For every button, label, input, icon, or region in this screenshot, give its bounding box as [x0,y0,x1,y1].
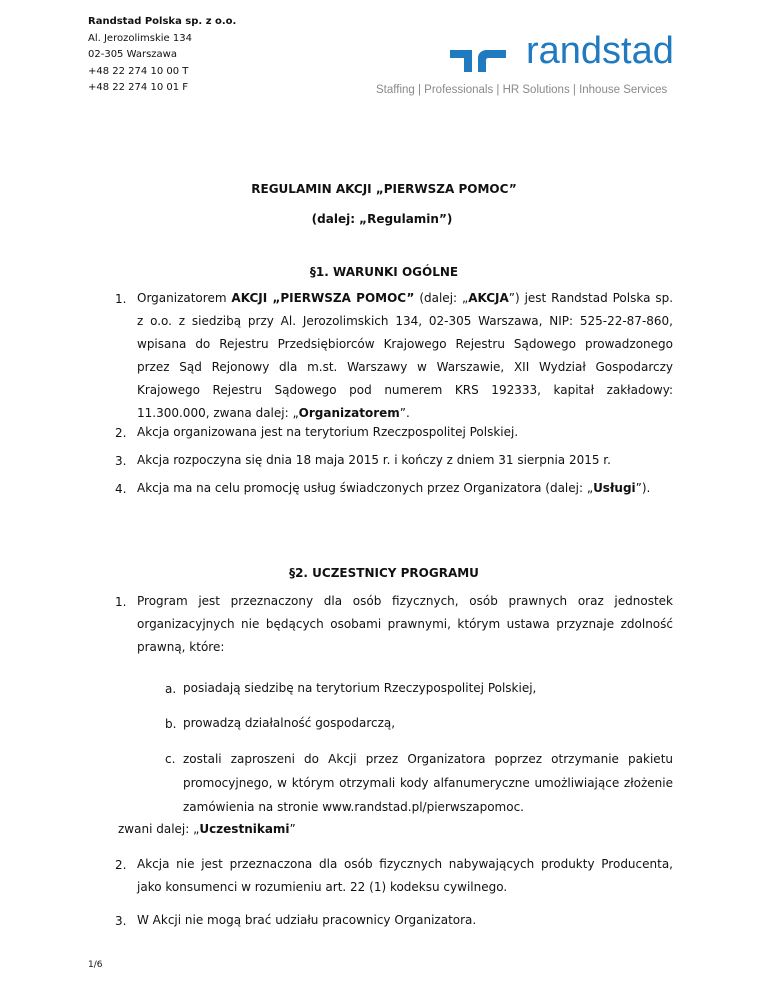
s1-item3-text: Akcja rozpoczyna się dnia 18 maja 2015 r. i kończy z dniem 31 sierpnia 2015 r. [137,453,611,467]
document-subtitle: (dalej: „Regulamin”) [311,212,453,226]
s2-sub-c-number: c. [165,752,176,766]
s1-item4-number: 4. [115,482,127,496]
s2-sub-a-number: a. [165,682,177,696]
company-phone: +48 22 274 10 00 T [88,65,189,77]
company-city: 02-305 Warszawa [88,49,177,60]
s2-item3-number: 3. [115,914,127,928]
akcja-short: AKCJA [468,291,509,305]
uczestnikami-term: Uczestnikami [199,822,290,836]
s2-sub-a-text: posiadają siedzibę na terytorium Rzeczypospolitej Polskiej, [183,681,537,695]
s1-item2-text: Akcja organizowana jest na terytorium Rzeczpospolitej Polskiej. [137,425,519,439]
s2-item2-number: 2. [115,858,127,872]
logo-text: randstad [526,30,674,72]
s2-item3-text: W Akcji nie mogą brać udziału pracownicy Organizatora. [137,913,477,927]
company-address [88,14,236,97]
logo-tagline: Staffing | Professionals | HR Solutions | Inhouse Services [376,84,668,96]
s1-item1-number: 1. [115,292,127,306]
s2-zwani-line: zwani dalej: „Uczestnikami” [118,822,296,836]
randstad-mark-icon [448,44,518,74]
s2-item2-text: Akcja nie jest przeznaczona dla osób fizycznych nabywających produkty Producenta, jako konsumenci w rozumieniu art. 22 (1) kodeksu cywilnego. [137,857,673,894]
s2-item1-number: 1. [115,595,127,609]
s2-sub-b-text: prowadzą działalność gospodarczą, [183,716,396,730]
organizator-term: Organizatorem [298,406,400,420]
randstad-logo [376,30,696,102]
s2-sub-b-number: b. [165,717,177,731]
company-street: Al. Jerozolimskie 134 [88,32,192,44]
s1-item3-number: 3. [115,454,127,468]
company-name: Randstad Polska sp. z o.o. [88,16,237,27]
s2-item1-text: Program jest przeznaczony dla osób fizycznych, osób prawnych oraz jednostek organizacyjnych nie będących osobami prawnymi, którym ustawa przyznaje zdolność prawną, które: [137,594,673,654]
section2-heading: §2. UCZESTNICY PROGRAMU [289,566,479,580]
akcja-name: AKCJI „PIERWSZA POMOC” [231,291,415,305]
s2-sub-c-text: zostali zaproszeni do Akcji przez Organizatora poprzez otrzymanie pakietu promocyjnego, w którym otrzymali kody alfanumeryczne umożliwiające złożenie zamówienia na stronie www.randstad.pl/pierwszapomoc. [183,752,673,814]
s1-item4-text: Akcja ma na celu promocję usług świadczonych przez Organizatora (dalej: „Usługi”). [137,481,651,495]
page-number: 1/6 [88,960,103,970]
uslugi-term: Usługi [593,481,636,495]
document-title: REGULAMIN AKCJI „PIERWSZA POMOC” [251,182,517,196]
section1-heading: §1. WARUNKI OGÓLNE [309,265,459,279]
s1-item1-text: Organizatorem AKCJI „PIERWSZA POMOC” (dalej: „AKCJA”) jest Randstad Polska sp. z o.o. z siedzibą przy Al. Jerozolimskich 134, 02-305 Warszawa, NIP: 525-22-87-860, wpisana do Rejestru Przedsiębiorców Krajowego Rejestru Sądowego prowadzonego przez Sąd Rejonowy dla m.st. Warszawy w Warszawie, XII Wydział Gospodarczy Krajowego Rejestru Sądowego pod numerem KRS 192333, kapitał zakładowy: 11.300.000, zwana dalej: „Organizatorem”. [137,291,674,420]
s1-item2-number: 2. [115,426,127,440]
company-fax: +48 22 274 10 01 F [88,82,189,93]
